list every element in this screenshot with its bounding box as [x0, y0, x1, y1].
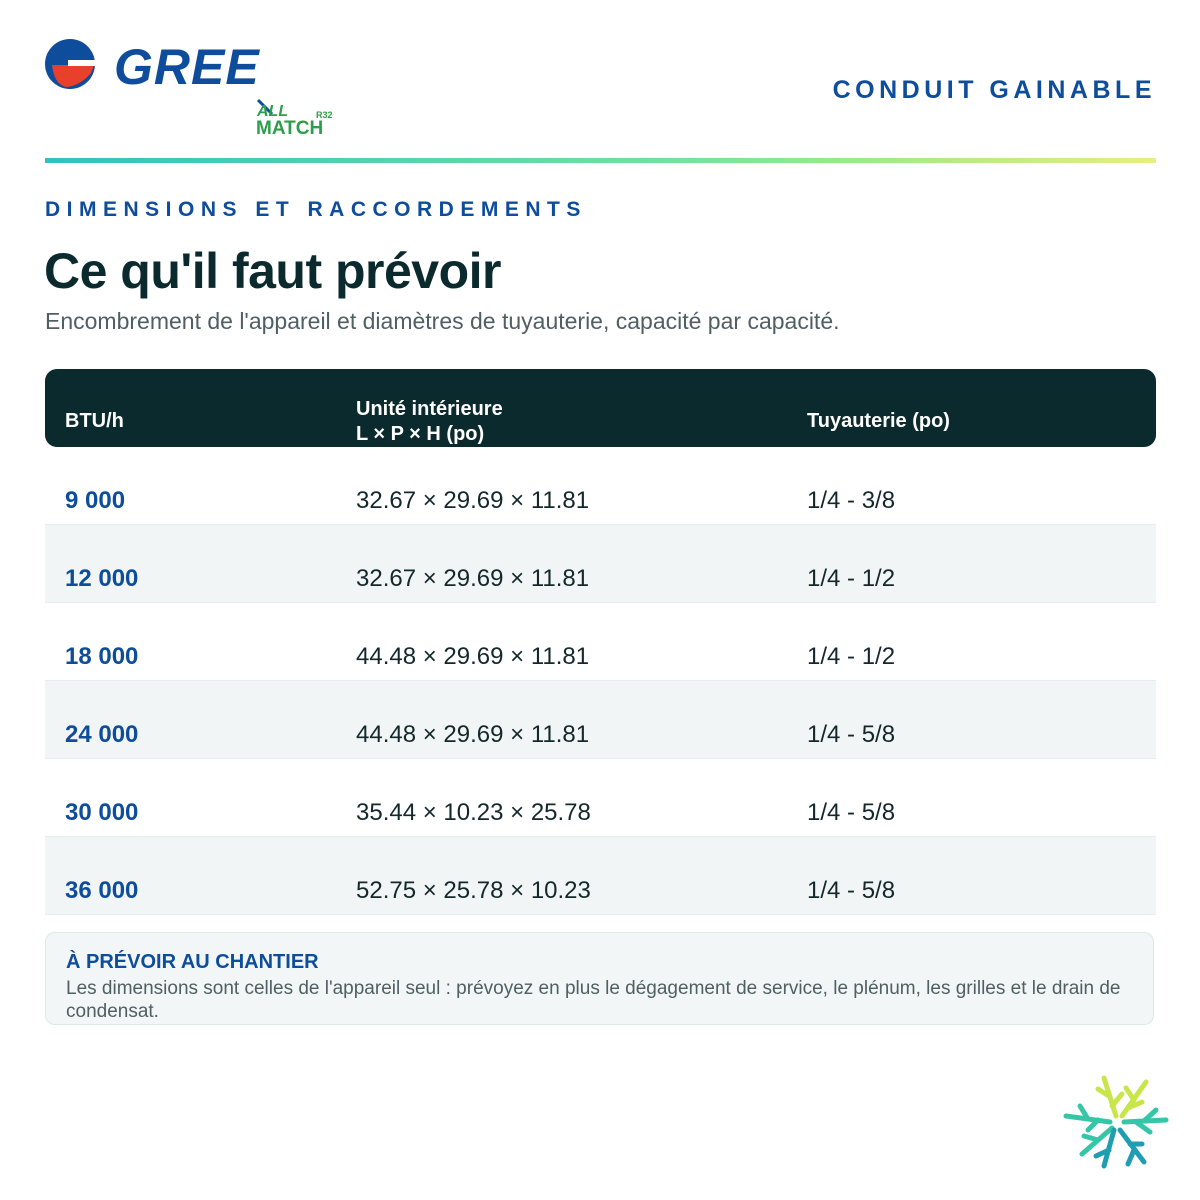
cell-dimensions: 32.67 × 29.69 × 11.81: [356, 487, 590, 514]
cell-pipe: 1/4 - 3/8: [807, 487, 896, 514]
cell-pipe: 1/4 - 5/8: [807, 877, 896, 904]
note-title: À PRÉVOIR AU CHANTIER: [66, 951, 319, 973]
header-btu: BTU/h: [65, 410, 124, 432]
cell-dimensions: 44.48 × 29.69 × 11.81: [356, 721, 590, 748]
note-text: Les dimensions sont celles de l'appareil seul : prévoyez en plus le dégagement de service, le plénum, les grilles et le drain de condensat.: [66, 978, 1121, 1022]
cell-dimensions: 32.67 × 29.69 × 11.81: [356, 565, 590, 592]
header-pipe: Tuyauterie (po): [807, 410, 950, 432]
cell-pipe: 1/4 - 1/2: [807, 643, 896, 670]
cell-btu: 24 000: [65, 721, 139, 748]
cell-btu: 9 000: [65, 487, 126, 514]
header-unit-label: Unité intérieure: [356, 398, 503, 420]
snowflake-icon: [1062, 1074, 1170, 1170]
brand-name: GREE: [114, 39, 260, 90]
cell-pipe: 1/4 - 1/2: [807, 565, 896, 592]
category-label: CONDUIT GAINABLE: [832, 76, 1156, 104]
table-row: [45, 525, 1156, 603]
gree-logo-icon: [44, 38, 294, 90]
cell-btu: 36 000: [65, 877, 139, 904]
cell-dimensions: 35.44 × 10.23 × 25.78: [356, 799, 591, 826]
cell-dimensions: 52.75 × 25.78 × 10.23: [356, 877, 591, 904]
table-row: [45, 681, 1156, 759]
header-unit: [356, 397, 503, 447]
cell-pipe: 1/4 - 5/8: [807, 799, 896, 826]
table-body: [45, 447, 1156, 915]
cell-dimensions: 44.48 × 29.69 × 11.81: [356, 643, 590, 670]
table-row: [45, 759, 1156, 837]
specs-table: [45, 369, 1156, 915]
table-row: [45, 447, 1156, 525]
table-row: [45, 837, 1156, 915]
cell-btu: 30 000: [65, 799, 139, 826]
page-title: Ce qu'il faut prévoir: [44, 243, 502, 299]
table-header: [45, 369, 1156, 447]
page-subtitle: Encombrement de l'appareil et diamètres de tuyauterie, capacité par capacité.: [45, 308, 840, 334]
cell-btu: 18 000: [65, 643, 139, 670]
header-unit-sub: L × P × H (po): [356, 423, 485, 445]
table-row: [45, 603, 1156, 681]
cell-btu: 12 000: [65, 565, 139, 592]
allmatch-logo-icon: [254, 96, 338, 138]
allmatch-r32: R32: [316, 110, 333, 120]
allmatch-line2: MATCH: [256, 118, 324, 138]
section-eyebrow: DIMENSIONS ET RACCORDEMENTS: [45, 198, 587, 221]
gradient-divider: [45, 158, 1156, 163]
site-note-box: [45, 932, 1154, 1025]
allmatch-line1: ALL: [257, 103, 289, 120]
cell-pipe: 1/4 - 5/8: [807, 721, 896, 748]
